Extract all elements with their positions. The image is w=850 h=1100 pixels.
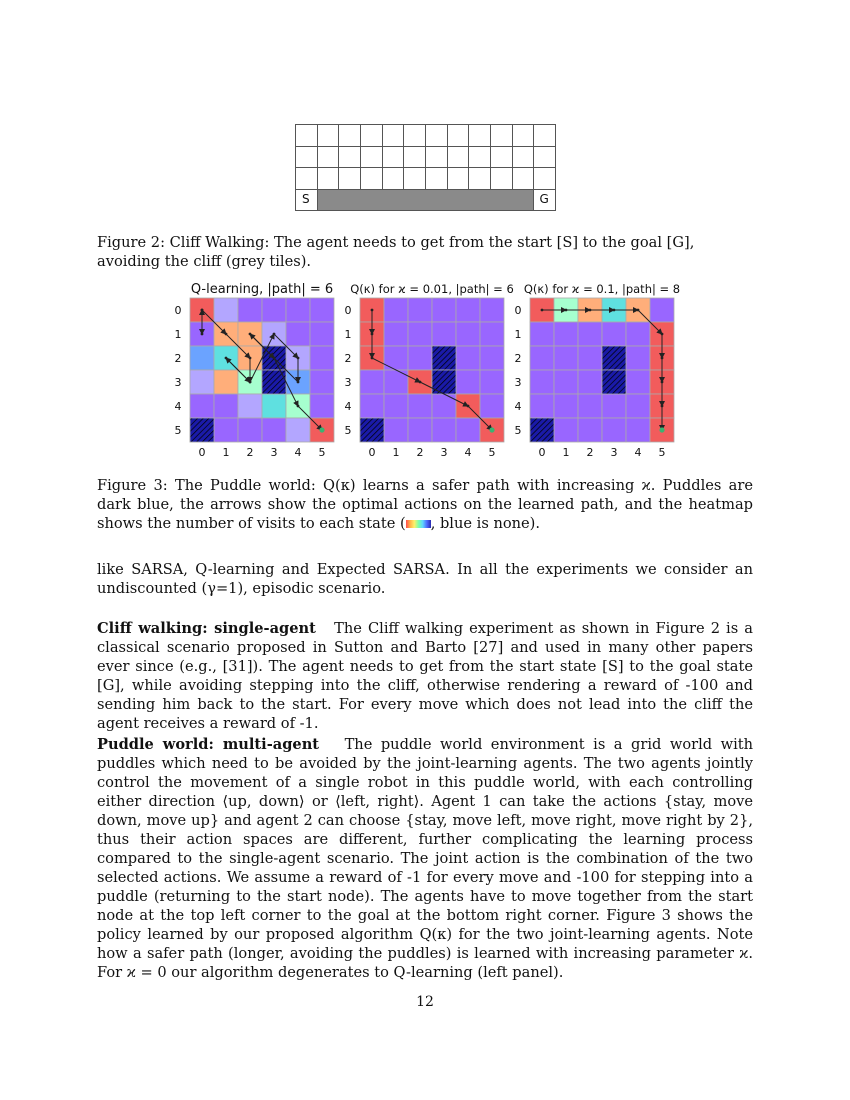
cliff-cell	[490, 146, 513, 169]
heat-cell	[554, 418, 578, 442]
figure3-caption-end: , blue is none).	[430, 515, 540, 532]
heat-cell	[384, 298, 408, 322]
heat-cell	[480, 322, 504, 346]
y-tick-label: 1	[174, 328, 182, 341]
page-number: 12	[416, 994, 434, 1010]
cliff-cell	[317, 124, 340, 147]
heat-cell	[480, 346, 504, 370]
cliff-cell	[360, 167, 383, 190]
path-node	[249, 333, 252, 336]
path-node	[661, 357, 664, 360]
heat-cell	[530, 322, 554, 346]
cliff-cell	[512, 167, 535, 190]
y-tick-label: 3	[514, 376, 522, 389]
path-node	[467, 405, 470, 408]
path-node	[371, 309, 374, 312]
y-tick-label: 2	[344, 352, 352, 365]
y-tick-label: 0	[174, 304, 182, 317]
x-tick-label: 0	[538, 446, 546, 459]
heat-cell	[554, 394, 578, 418]
y-tick-label: 1	[514, 328, 522, 341]
puddle-cell	[360, 418, 384, 442]
path-node	[249, 381, 252, 384]
heat-cell	[190, 346, 214, 370]
heat-cell	[456, 370, 480, 394]
heat-cell	[286, 322, 310, 346]
puddle-cell	[190, 418, 214, 442]
path-node	[565, 309, 568, 312]
puddle-world-figure	[160, 280, 690, 462]
path-node	[661, 405, 664, 408]
cliff-cell	[382, 124, 405, 147]
cliff-cell	[338, 124, 361, 147]
path-node	[661, 333, 664, 336]
heatmap-colorbar	[406, 520, 431, 528]
y-tick-label: 2	[174, 352, 182, 365]
heat-cell	[456, 322, 480, 346]
goal-label: G	[539, 191, 549, 206]
heat-cell	[626, 346, 650, 370]
x-tick-label: 4	[464, 446, 472, 459]
heat-cell	[262, 298, 286, 322]
cliff-cell	[338, 167, 361, 190]
cliff-cell	[338, 146, 361, 169]
cliff-cell	[425, 167, 448, 190]
cliff-cell	[425, 124, 448, 147]
x-tick-label: 4	[634, 446, 642, 459]
x-tick-label: 5	[318, 446, 326, 459]
heat-cell	[286, 418, 310, 442]
heat-cell	[360, 394, 384, 418]
y-tick-label: 3	[174, 376, 182, 389]
heat-cell	[384, 322, 408, 346]
section-heading-cliff: Cliff walking: single-agent	[97, 620, 316, 637]
heat-cell	[578, 370, 602, 394]
heat-cell	[578, 346, 602, 370]
heat-cell	[408, 322, 432, 346]
start-label: S	[302, 191, 310, 206]
heat-cell	[238, 298, 262, 322]
heat-cell	[432, 298, 456, 322]
cliff-cell	[403, 167, 426, 190]
y-tick-label: 5	[514, 424, 522, 437]
heat-cell	[310, 322, 334, 346]
cliff-cell	[468, 124, 491, 147]
heat-cell	[408, 418, 432, 442]
x-tick-label: 2	[586, 446, 594, 459]
heat-cell	[626, 370, 650, 394]
heat-cell	[286, 298, 310, 322]
paragraph-cliff-text: The Cliff walking experiment as shown in Figure 2 is a classical scenario proposed in Sutton and Barto [27] and used in many other papers ever since (e.g., [31]). The agent needs to get from the start state [S] to the goal state [G], while avoiding stepping into the cliff, otherwise rendering a reward of -100 and sending him back to the start. For every move which does not lead into the cliff the agent receives a reward of -1.	[97, 620, 753, 732]
y-tick-label: 0	[514, 304, 522, 317]
path-node	[661, 381, 664, 384]
cliff-cell	[447, 124, 470, 147]
cliff-cell	[533, 167, 556, 190]
cliff-cell	[512, 146, 535, 169]
cliff-cell	[360, 124, 383, 147]
heat-cell	[238, 418, 262, 442]
cliff-cell	[295, 124, 318, 147]
heat-cell	[310, 370, 334, 394]
figure2-caption: Figure 2: Cliff Walking: The agent needs to get from the start [S] to the goal [G], avoiding the cliff (grey tiles).	[97, 234, 695, 270]
goal-marker	[489, 427, 494, 432]
path-node	[225, 357, 228, 360]
x-tick-label: 4	[294, 446, 302, 459]
cliff-cell	[533, 124, 556, 147]
heat-cell	[626, 418, 650, 442]
x-tick-label: 1	[562, 446, 570, 459]
heat-cell	[626, 394, 650, 418]
path-node	[273, 357, 276, 360]
heat-cell	[310, 298, 334, 322]
path-node	[249, 357, 252, 360]
cliff-cell	[512, 124, 535, 147]
heat-cell	[408, 298, 432, 322]
path-node	[419, 381, 422, 384]
heat-cell	[554, 346, 578, 370]
path-node	[297, 357, 300, 360]
path-node	[225, 333, 228, 336]
heat-cell	[650, 298, 674, 322]
section-heading-puddle: Puddle world: multi-agent	[97, 736, 320, 753]
panel-title: Q-learning, |path| = 6	[190, 282, 334, 297]
heat-cell	[190, 370, 214, 394]
figure3-caption	[97, 476, 753, 533]
y-tick-label: 4	[344, 400, 352, 413]
cliff-cell	[403, 146, 426, 169]
cliff-cell	[317, 146, 340, 169]
heat-cell	[602, 394, 626, 418]
y-tick-label: 0	[344, 304, 352, 317]
goal-marker	[659, 427, 664, 432]
puddle-cell	[432, 370, 456, 394]
x-tick-label: 5	[658, 446, 666, 459]
heat-cell	[456, 346, 480, 370]
heat-cell	[456, 418, 480, 442]
x-tick-label: 1	[222, 446, 230, 459]
cliff-cell	[425, 146, 448, 169]
cliff-cell	[468, 167, 491, 190]
path-node	[273, 333, 276, 336]
puddle-cell	[602, 370, 626, 394]
paragraph-intro: like SARSA, Q-learning and Expected SARSA. In all the experiments we consider an undiscounted (γ=1), episodic scenario.	[97, 561, 753, 597]
heat-cell	[360, 370, 384, 394]
heat-cell	[602, 322, 626, 346]
heat-cell	[190, 394, 214, 418]
heat-cell	[384, 394, 408, 418]
cliff-cell	[533, 146, 556, 169]
cliff-cell	[490, 167, 513, 190]
paragraph-cliff-walking	[97, 619, 753, 733]
heat-cell	[530, 346, 554, 370]
heat-cell	[530, 394, 554, 418]
cliff-cell	[490, 124, 513, 147]
heat-cell	[384, 418, 408, 442]
heat-cell	[214, 370, 238, 394]
puddle-cell	[530, 418, 554, 442]
y-tick-label: 4	[174, 400, 182, 413]
heat-cell	[530, 370, 554, 394]
path-node	[613, 309, 616, 312]
heat-cell	[456, 298, 480, 322]
path-node	[201, 309, 204, 312]
puddle-cell	[432, 346, 456, 370]
path-node	[371, 333, 374, 336]
heat-cell	[480, 370, 504, 394]
y-tick-label: 5	[344, 424, 352, 437]
heat-cell	[578, 322, 602, 346]
heat-cell	[408, 394, 432, 418]
paragraph-puddle-text: The puddle world environment is a grid world with puddles which need to be avoided by the joint-learning agents. The two agents jointly control the movement of a single robot in this puddle world, with each controlling either direction ⟨up, down⟩ or ⟨left, right⟩. Agent 1 can take the actions {stay, move down, move up} and agent 2 can choose {stay, move left, move right, move right by 2}, thus their action spaces are different, further complicating the learning process compared to the single-agent scenario. The joint action is the combination of the two selected actions. We assume a reward of -1 for every move and -100 for stepping into a puddle (returning to the start node). The agents have to move together from the start node at the top left corner to the goal at the bottom right corner. Figure 3 shows the policy learned by our proposed algorithm Q(κ) for the two joint-learning agents. Note how a safer path (longer, avoiding the puddles) is learned with increasing parameter ϰ. For ϰ = 0 our algorithm degenerates to Q-learning (left panel).	[97, 736, 754, 981]
y-tick-label: 3	[344, 376, 352, 389]
y-tick-label: 5	[174, 424, 182, 437]
cliff-cell	[360, 146, 383, 169]
path-node	[297, 405, 300, 408]
path-node	[201, 333, 204, 336]
cliff-cell	[317, 167, 340, 190]
cliff-tiles	[317, 189, 535, 212]
cliff-cell	[382, 146, 405, 169]
y-tick-label: 1	[344, 328, 352, 341]
heat-cell	[554, 370, 578, 394]
paragraph-puddle-world	[97, 735, 753, 982]
cliff-cell	[295, 167, 318, 190]
heat-cell	[214, 394, 238, 418]
x-tick-label: 2	[416, 446, 424, 459]
path-node	[371, 357, 374, 360]
x-tick-label: 0	[368, 446, 376, 459]
x-tick-label: 0	[198, 446, 206, 459]
y-tick-label: 4	[514, 400, 522, 413]
x-tick-label: 3	[270, 446, 278, 459]
goal-marker	[319, 427, 324, 432]
x-tick-label: 1	[392, 446, 400, 459]
heat-cell	[480, 394, 504, 418]
heat-cell	[384, 346, 408, 370]
heat-cell	[238, 394, 262, 418]
heat-cell	[602, 418, 626, 442]
path-node	[637, 309, 640, 312]
heat-cell	[554, 322, 578, 346]
heat-cell	[480, 298, 504, 322]
puddle-cell	[262, 370, 286, 394]
heat-cell	[310, 394, 334, 418]
heat-cell	[578, 418, 602, 442]
x-tick-label: 2	[246, 446, 254, 459]
heat-cell	[262, 394, 286, 418]
heat-cell	[626, 322, 650, 346]
heat-cell	[578, 394, 602, 418]
cliff-cell	[447, 146, 470, 169]
heat-cell	[432, 418, 456, 442]
x-tick-label: 3	[610, 446, 618, 459]
cliff-cell	[403, 124, 426, 147]
y-tick-label: 2	[514, 352, 522, 365]
heat-cell	[214, 418, 238, 442]
panel-title: Q(κ) for ϰ = 0.1, |path| = 8	[523, 282, 681, 296]
cliff-cell	[468, 146, 491, 169]
heat-cell	[432, 322, 456, 346]
puddle-cell	[602, 346, 626, 370]
heat-cell	[384, 370, 408, 394]
figure3-caption-text: Figure 3: The Puddle world: Q(κ) learns a safer path with increasing ϰ. Puddles are dark blue, the arrows show the optimal actions on the learned path, and the heatmap shows the number of visits to each state (	[97, 477, 753, 532]
cliff-grid-figure	[295, 124, 555, 210]
path-node	[541, 309, 544, 312]
cliff-cell	[447, 167, 470, 190]
heat-cell	[432, 394, 456, 418]
heat-cell	[262, 418, 286, 442]
path-node	[297, 381, 300, 384]
cliff-cell	[382, 167, 405, 190]
heat-cell	[214, 298, 238, 322]
panel-title: Q(κ) for ϰ = 0.01, |path| = 6	[350, 282, 514, 296]
heat-cell	[408, 346, 432, 370]
x-tick-label: 5	[488, 446, 496, 459]
path-node	[589, 309, 592, 312]
heat-cell	[310, 346, 334, 370]
x-tick-label: 3	[440, 446, 448, 459]
cliff-cell	[295, 146, 318, 169]
